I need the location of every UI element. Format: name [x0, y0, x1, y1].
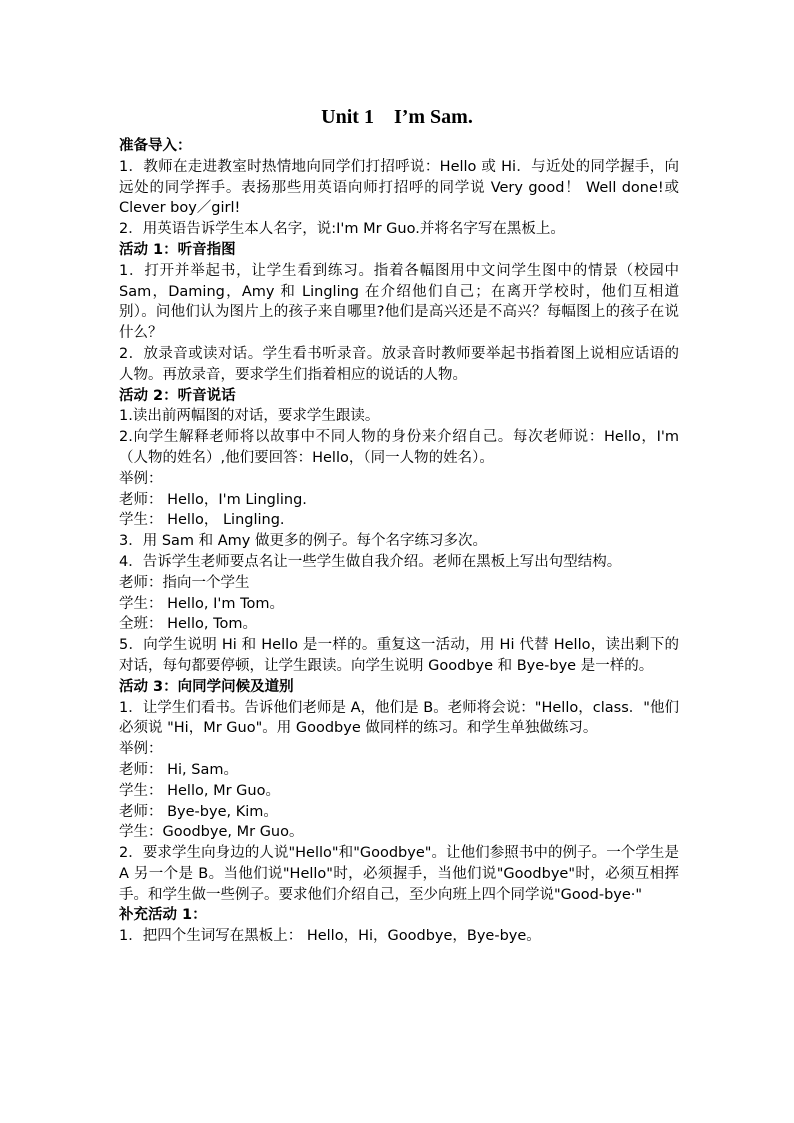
dialogue-line: 学生： Hello， Lingling. [119, 512, 285, 529]
paragraph: 1．让学生们看书。告诉他们老师是 A，他们是 B。老师将会说："Hello，class．"他们必须说 "Hi，Mr Guo"。用 Goodbye 做同样的练习。和学生单独做练习。 [119, 699, 679, 737]
document-body [119, 136, 679, 947]
section-heading-extra-1: 补充活动 1： [119, 907, 207, 924]
paragraph: 2.向学生解释老师将以故事中不同人物的身份来介绍自己。每次老师说：Hello，I'm（人物的姓名）,他们要回答：Hello，（同一人物的姓名）。 [119, 429, 679, 466]
paragraph: 举例： [119, 741, 163, 758]
dialogue-line: 老师： Hi, Sam。 [119, 761, 238, 778]
section-heading-prep: 准备导入： [119, 138, 192, 154]
dialogue-line: 全班： Hello, Tom。 [119, 616, 257, 633]
paragraph: 1．打开并举起书，让学生看到练习。指着各幅图用中文问学生图中的情景（校园中 Sam，Daming，Amy 和 Lingling 在介绍他们自己；在离开学校时，他们互相道别）。问他们认为图片上的孩子来自哪里?他们是高兴还是不高兴？每幅图上的孩子在说什么？ [119, 262, 679, 342]
paragraph: 4．告诉学生老师要点名让一些学生做自我介绍。老师在黑板上写出句型结构。 [119, 553, 622, 570]
dialogue-line: 老师： Bye-bye, Kim。 [119, 803, 278, 820]
paragraph: 举例： [119, 470, 163, 487]
paragraph: 1．教师在走进教室时热情地向同学们打招呼说：Hello 或 Hi．与近处的同学握手，向远处的同学挥手。表扬那些用英语向师打招呼的同学说 Very good！ Well done!或 Clever boy／girl! [119, 158, 679, 217]
paragraph: 3．用 Sam 和 Amy 做更多的例子。每个名字练习多次。 [119, 533, 487, 550]
dialogue-line: 老师：指向一个学生 [119, 574, 250, 591]
paragraph: 1．把四个生词写在黑板上： Hello，Hi，Goodbye，Bye-bye。 [119, 928, 541, 945]
section-heading-activity-2: 活动 2：听音说话 [119, 387, 236, 404]
paragraph: 2．用英语告诉学生本人名字，说:I'm Mr Guo.并将名字写在黑板上。 [119, 221, 565, 238]
document-title: Unit 1 I’m Sam. [321, 106, 473, 128]
paragraph: 1.读出前两幅图的对话，要求学生跟读。 [119, 408, 380, 425]
dialogue-line: 学生：Goodbye, Mr Guo。 [119, 824, 304, 841]
paragraph: 2．放录音或读对话。学生看书听录音。放录音时教师要举起书指着图上说相应话语的人物。再放录音，要求学生们指着相应的说话的人物。 [119, 345, 679, 383]
paragraph: 5．向学生说明 Hi 和 Hello 是一样的。重复这一活动，用 Hi 代替 Hello，读出剩下的对话，每句都要停顿，让学生跟读。向学生说明 Goodbye 和 Bye-bye 是一样的。 [119, 637, 679, 674]
section-heading-activity-1: 活动 1：听音指图 [119, 241, 236, 258]
dialogue-line: 学生： Hello, Mr Guo。 [119, 782, 280, 799]
section-heading-activity-3: 活动 3：向同学问候及道别 [119, 678, 294, 695]
dialogue-line: 学生： Hello, I'm Tom。 [119, 595, 284, 612]
dialogue-line: 老师： Hello，I'm Lingling. [119, 491, 307, 508]
paragraph: 2．要求学生向身边的人说"Hello"和"Goodbye"。让他们参照书中的例子。一个学生是 A 另一个是 B。当他们说"Hello"时，必须握手，当他们说"Goodbye"时，必须互相挥手。和学生做一些例子。要求他们介绍自己，至少向班上四个同学说"Good-bye·" [119, 845, 679, 903]
